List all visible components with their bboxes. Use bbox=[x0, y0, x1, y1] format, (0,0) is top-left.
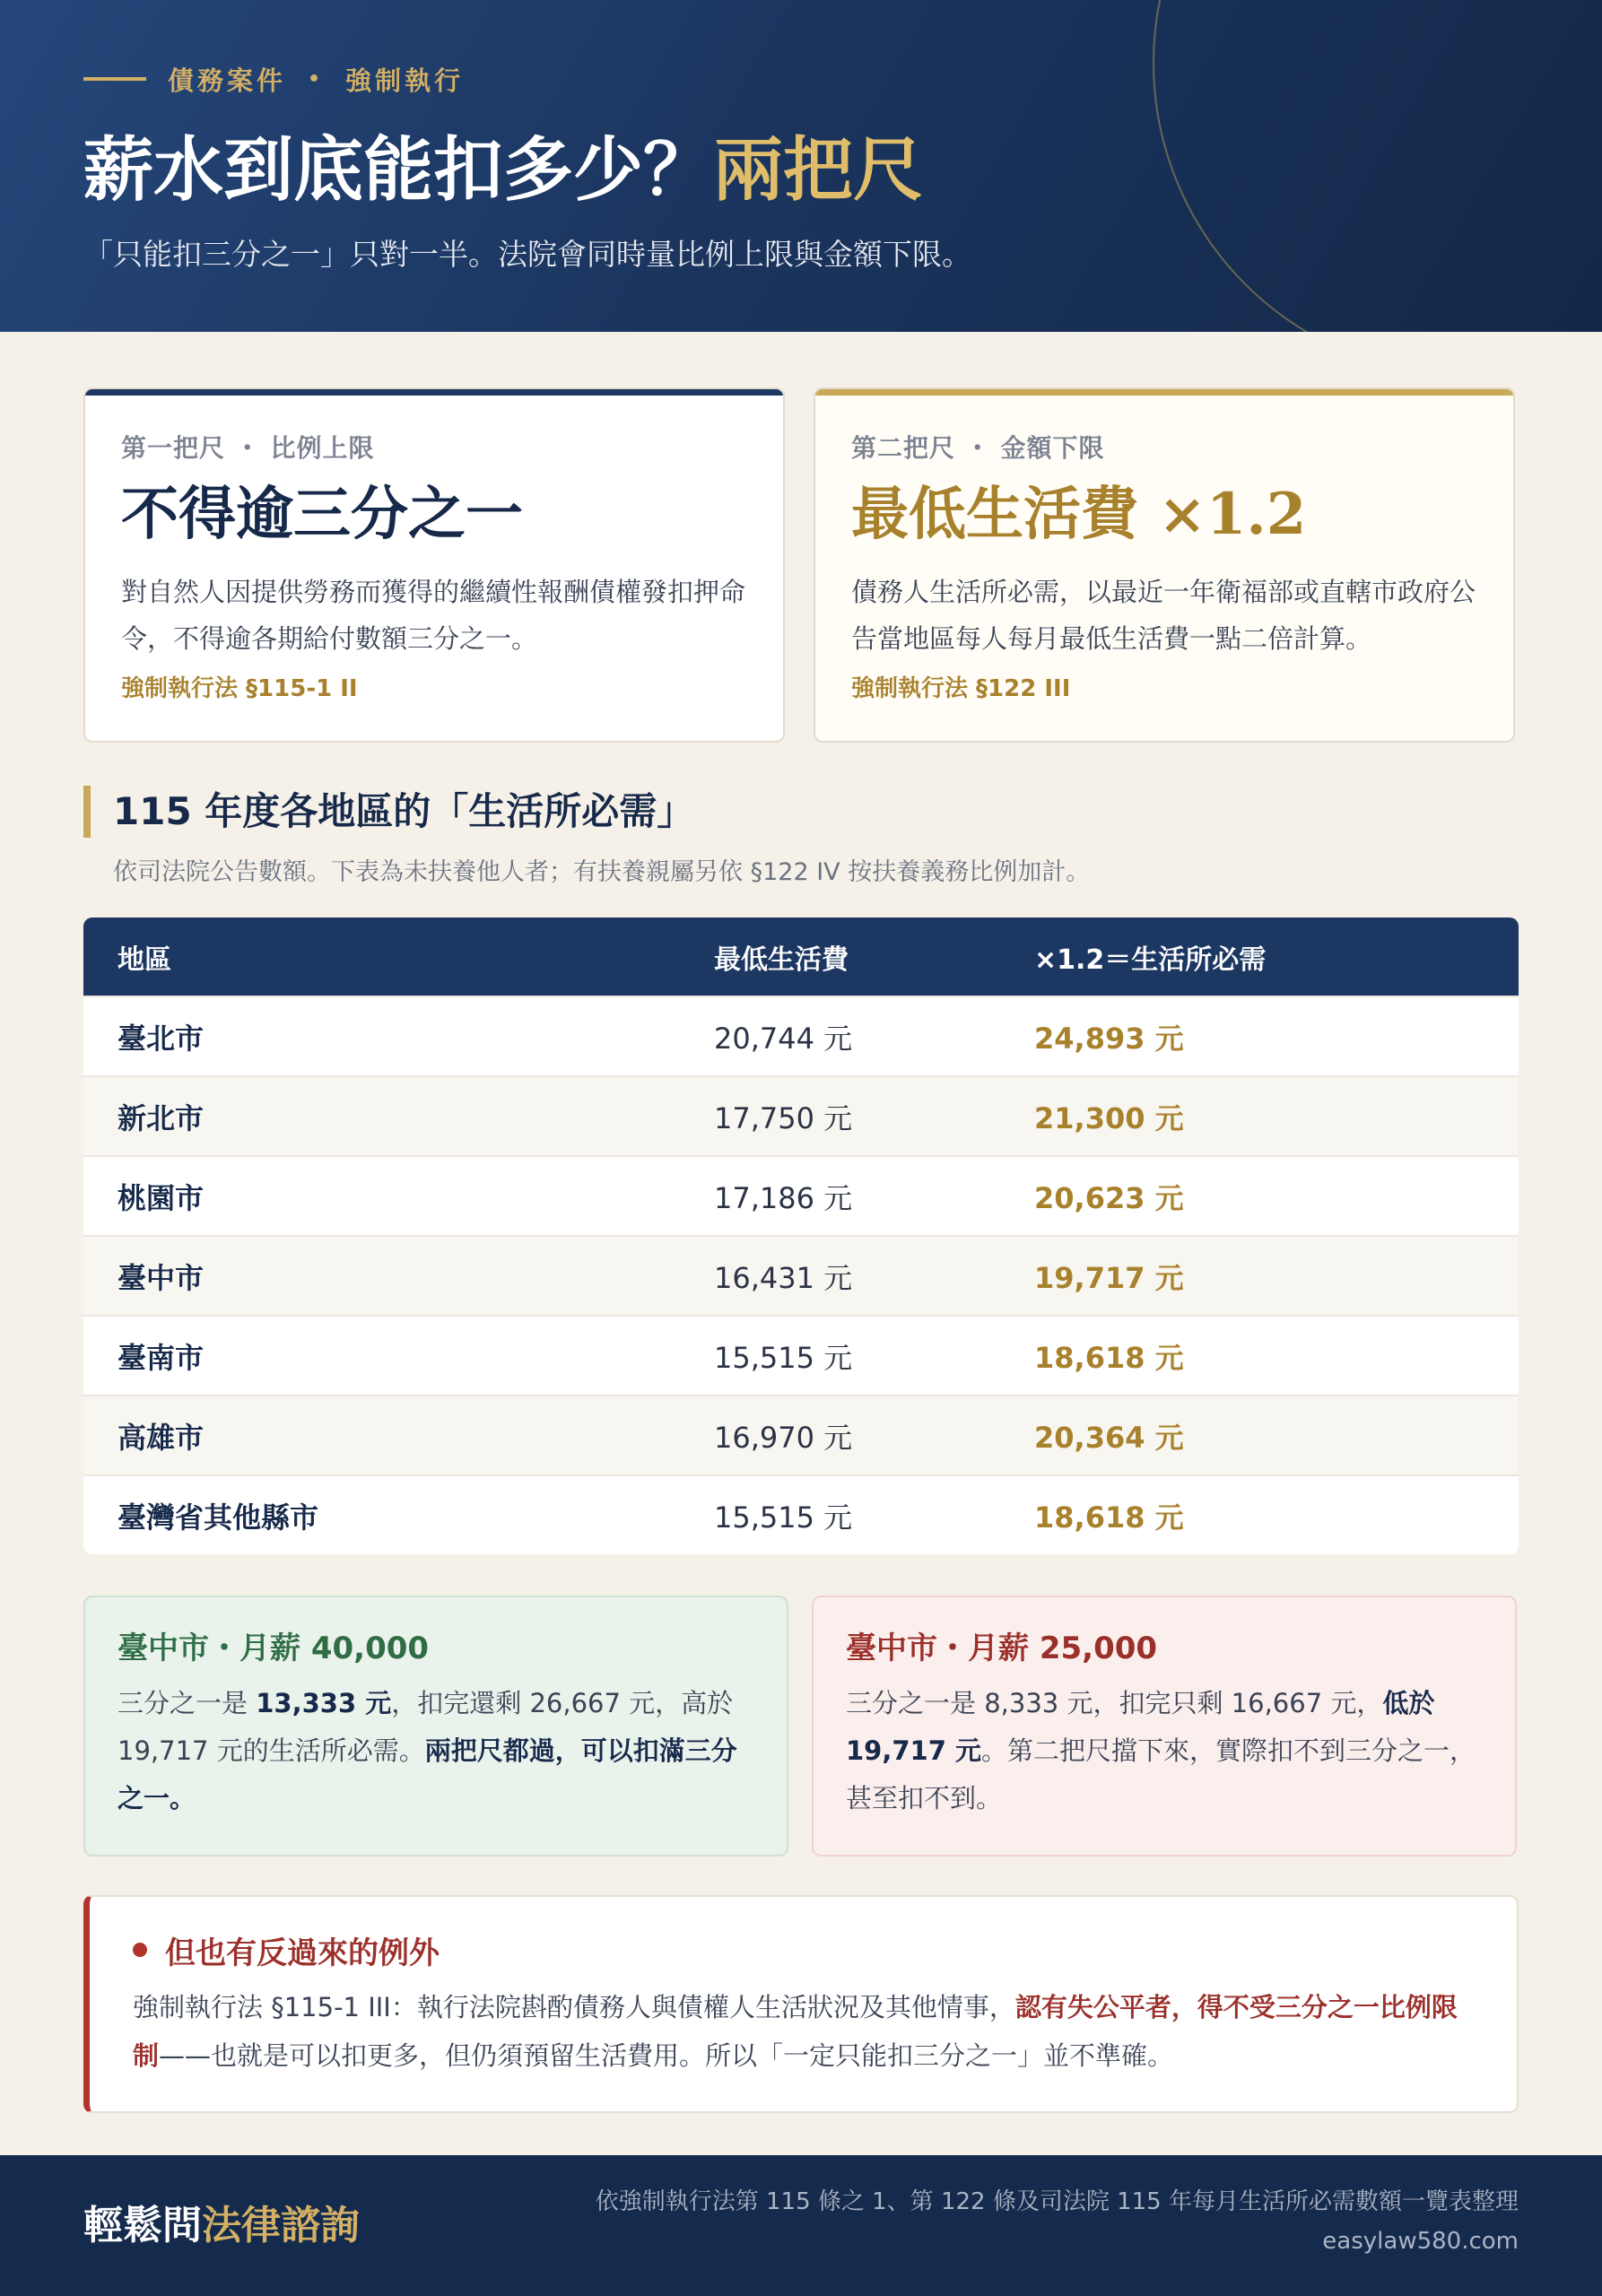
cell-necessity: 20,364 元 bbox=[1034, 1420, 1184, 1455]
example-text: 三分之一是 8,333 元，扣完只剩 16,667 元， bbox=[846, 1688, 1383, 1718]
footer bbox=[0, 2155, 1602, 2296]
rule-card-kicker: 第二把尺 ・ 金額下限 bbox=[851, 433, 1105, 463]
cell-min-cost: 17,750 元 bbox=[714, 1100, 853, 1135]
table-header-region: 地區 bbox=[118, 944, 171, 976]
page-title-main: 薪水到底能扣多少？ bbox=[83, 129, 714, 211]
footer-info bbox=[596, 2182, 1519, 2261]
exception-body bbox=[133, 1983, 1481, 2080]
section-title: 115 年度各地區的「生活所必需」 bbox=[113, 789, 695, 833]
exception-callout bbox=[83, 1895, 1519, 2113]
rule-card-body: 債務人生活所必需，以最近一年衛福部或直轄市政府公告當地區每人每月最低生活費一點二倍計算。 bbox=[851, 577, 1476, 654]
page-title bbox=[83, 126, 923, 215]
rule-card-headline: 最低生活費 ×1.2 bbox=[851, 481, 1307, 548]
rule-card-headline: 不得逾三分之一 bbox=[121, 481, 523, 548]
brand-logo bbox=[83, 2198, 360, 2254]
page-subtitle: 「只能扣三分之一」只對一半。法院會同時量比例上限與金額下限。 bbox=[83, 237, 971, 272]
cell-min-cost: 17,186 元 bbox=[714, 1180, 853, 1215]
example-text: ，扣完還剩 26,667 元，高於 19,717 元的生活所必需。 bbox=[118, 1688, 734, 1766]
table-header bbox=[83, 918, 1519, 996]
rule-card-citation: 強制執行法 §122 III bbox=[851, 675, 1071, 702]
exception-text: ——也就是可以扣更多，但仍須預留生活費用。所以「一定只能扣三分之一」並不準確。 bbox=[159, 2040, 1174, 2071]
cell-region: 臺南市 bbox=[118, 1340, 205, 1375]
bullet-icon bbox=[133, 1943, 147, 1957]
cell-necessity: 18,618 元 bbox=[1034, 1500, 1184, 1535]
table-row bbox=[83, 1315, 1519, 1395]
eyebrow-line bbox=[83, 77, 146, 81]
cell-necessity: 21,300 元 bbox=[1034, 1100, 1184, 1135]
rule-card-amount-floor bbox=[814, 387, 1515, 743]
table-row bbox=[83, 1155, 1519, 1235]
page-title-accent: 兩把尺 bbox=[713, 129, 924, 211]
example-text: 三分之一是 bbox=[118, 1688, 257, 1718]
example-card-40000 bbox=[83, 1596, 788, 1857]
example-highlight: 低於 19,717 元 bbox=[846, 1688, 1435, 1766]
section-accent-bar bbox=[83, 786, 91, 838]
eyebrow bbox=[83, 61, 464, 97]
section-note: 依司法院公告數額。下表為未扶養他人者；有扶養親屬另依 §122 IV 按扶養義務比例加計。 bbox=[113, 858, 1091, 886]
table-body bbox=[83, 996, 1519, 1554]
cell-min-cost: 16,431 元 bbox=[714, 1260, 853, 1295]
cell-necessity: 24,893 元 bbox=[1034, 1021, 1184, 1056]
eyebrow-separator: • bbox=[308, 67, 325, 91]
exception-highlight: 認有失公平者，得不受三分之一比例限制 bbox=[133, 1992, 1458, 2071]
footer-source: 依強制執行法第 115 條之 1、第 122 條及司法院 115 年每月生活所必需數額一覽表整理 bbox=[595, 2188, 1519, 2215]
brand-service: 法律諮詢 bbox=[202, 2203, 360, 2248]
cell-region: 桃園市 bbox=[118, 1180, 205, 1215]
living-cost-table bbox=[83, 918, 1519, 1554]
eyebrow-topic: 強制執行 bbox=[345, 65, 465, 96]
rule-card-citation: 強制執行法 §115-1 II bbox=[121, 675, 358, 702]
cell-min-cost: 15,515 元 bbox=[714, 1500, 853, 1535]
cell-min-cost: 15,515 元 bbox=[714, 1340, 853, 1375]
header-banner bbox=[0, 0, 1602, 332]
table-row bbox=[83, 996, 1519, 1075]
cell-region: 高雄市 bbox=[118, 1420, 205, 1455]
cell-min-cost: 16,970 元 bbox=[714, 1420, 853, 1455]
table-header-necessity: ×1.2＝生活所必需 bbox=[1034, 944, 1267, 976]
rule-card-kicker: 第一把尺 ・ 比例上限 bbox=[121, 433, 375, 463]
cell-region: 新北市 bbox=[118, 1100, 205, 1135]
exception-title: 但也有反過來的例外 bbox=[165, 1935, 440, 1971]
cell-necessity: 19,717 元 bbox=[1034, 1260, 1184, 1295]
exception-heading bbox=[133, 1927, 1481, 1972]
cell-region: 臺灣省其他縣市 bbox=[118, 1500, 319, 1535]
example-title: 臺中市・月薪 25,000 bbox=[846, 1631, 1158, 1666]
decorative-arc bbox=[1153, 0, 1602, 332]
table-row bbox=[83, 1075, 1519, 1155]
cell-region: 臺北市 bbox=[118, 1021, 205, 1056]
eyebrow-category: 債務案件 bbox=[168, 65, 287, 96]
example-body bbox=[118, 1680, 754, 1822]
footer-url[interactable]: easylaw580.com bbox=[1322, 2228, 1519, 2255]
example-highlight: 13,333 元 bbox=[256, 1688, 392, 1718]
cell-region: 臺中市 bbox=[118, 1260, 205, 1295]
example-card-25000 bbox=[812, 1596, 1517, 1857]
brand-name: 輕鬆問 bbox=[83, 2203, 202, 2248]
rule-card-body: 對自然人因提供勞務而獲得的繼續性報酬債權發扣押命令，不得逾各期給付數額三分之一。 bbox=[121, 577, 746, 654]
example-title: 臺中市・月薪 40,000 bbox=[118, 1631, 430, 1666]
table-row bbox=[83, 1474, 1519, 1554]
example-text: 。第二把尺擋下來，實際扣不到三分之一，甚至扣不到。 bbox=[846, 1735, 1476, 1813]
exception-text: 強制執行法 §115-1 III：執行法院斟酌債務人與債權人生活狀況及其他情事， bbox=[133, 1992, 1015, 2022]
table-header-min-cost: 最低生活費 bbox=[714, 944, 849, 976]
rule-card-ratio-limit bbox=[83, 387, 785, 743]
table-row bbox=[83, 1235, 1519, 1315]
example-body bbox=[846, 1680, 1483, 1822]
cell-necessity: 20,623 元 bbox=[1034, 1180, 1184, 1215]
table-row bbox=[83, 1395, 1519, 1474]
cell-necessity: 18,618 元 bbox=[1034, 1340, 1184, 1375]
example-conclusion: 兩把尺都過，可以扣滿三分之一。 bbox=[118, 1735, 737, 1813]
cell-min-cost: 20,744 元 bbox=[714, 1021, 853, 1056]
